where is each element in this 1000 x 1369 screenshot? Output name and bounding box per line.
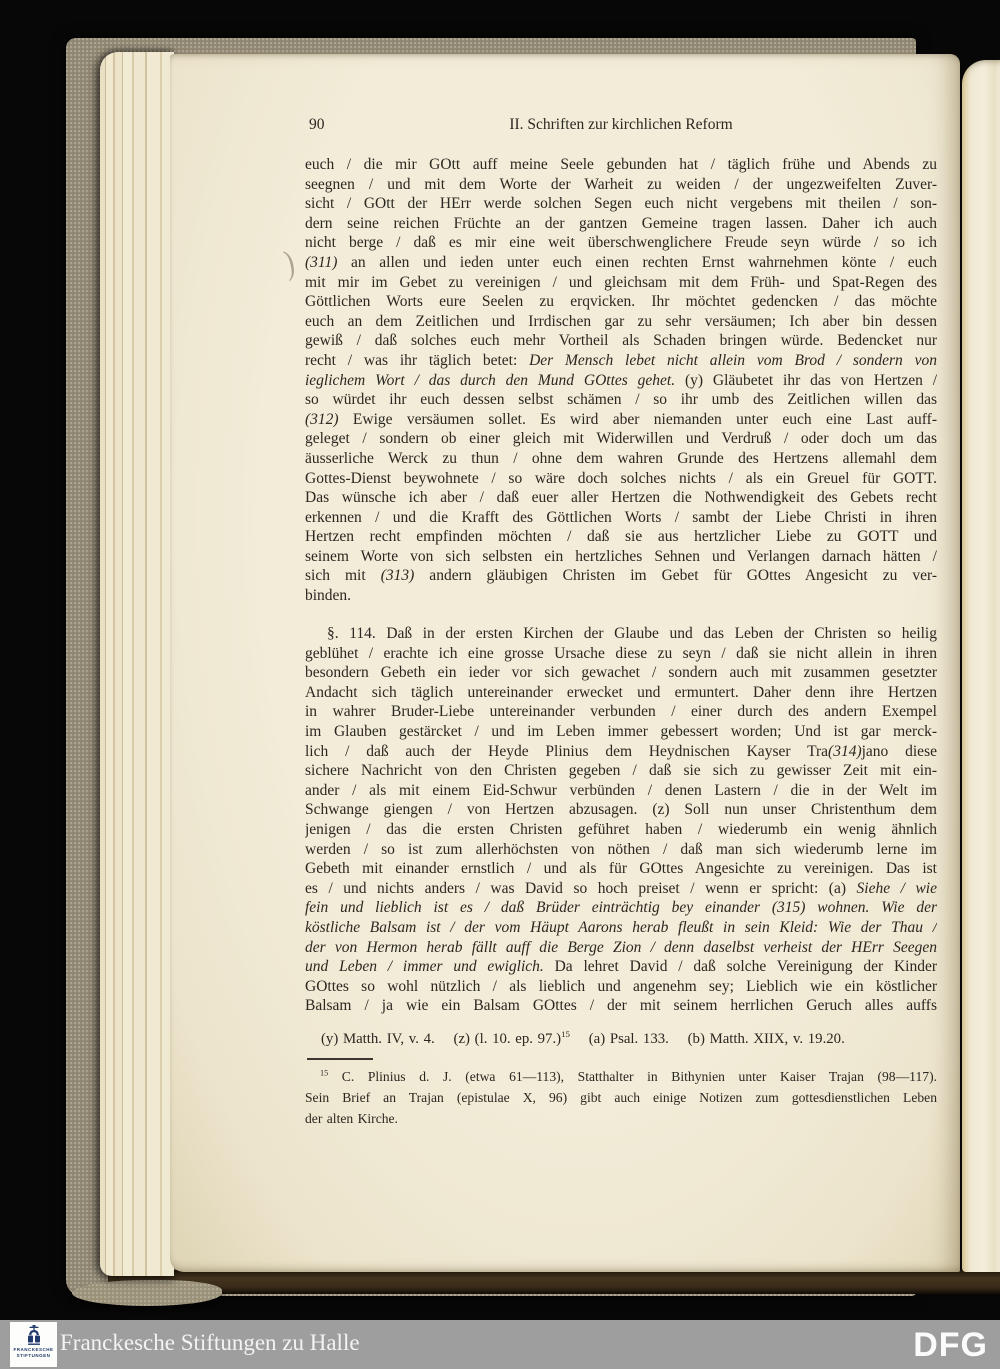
text-line: und Leben / immer und ewiglich. Da lehret David / daß solche Vereinigung der Kinder [305, 958, 937, 976]
logo-text-line2: STIFTUNGEN [16, 1352, 51, 1358]
text-line: geleget / sondern ob einer gleich mit Widerwillen und Verdruß / oder doch um das [305, 430, 937, 448]
text-line: (y) Matth. IV, v. 4. (z) (l. 10. ep. 97.)$^{15}$ (a) Psal. 133. (b) Matth. XIIX, v. 19.20. [321, 1030, 845, 1047]
text-line: geblühet / erachte ich eine grosse Ursache diese zu seyn / daß sie nicht allein in ihren [305, 644, 937, 662]
text-line: sich mit (313) andern gläubigen Christen im Gebet für GOttes Angesicht zu ver- [305, 567, 937, 585]
text-line: in wahrer Bruder-Liebe untereinander verbunden / einer durch des andern Exempel [305, 703, 937, 721]
text-line: euch / die mir GOtt auff meine Seele gebunden hat / täglich frühe und Abends zu [305, 156, 937, 173]
text-line: erkennen / und die Krafft des Göttlichen Worts / sambt der Liebe Christi in ihren [305, 508, 937, 526]
facing-page-edge [962, 60, 1000, 1272]
text-line: $^{15}$ C. Plinius d. J. (etwa 61—113), Statthalter in Bithynien unter Kaiser Trajan (98—117). [320, 1068, 937, 1084]
page-stack-fore-edge [100, 52, 174, 1276]
text-line: Hertzen recht empfinden möchten / daß sie aus hertzlicher Liebe zu GOTT und [305, 528, 937, 546]
text-line: jenigen / das die ersten Christen geführet haben / wiederumb ein wenig ähnlich [305, 820, 937, 838]
viewer-footer-bar [0, 1320, 1000, 1369]
text-line: äusserliche Werck zu thun / ohne dem wahren Grunde des Hertzens allemahl dem [305, 449, 937, 467]
text-line: der alten Kirche. [305, 1111, 398, 1126]
text-line: GOttes so wohl nützlich / als lieblich und angenehm sey; Lieblich wie ein köstlicher [305, 977, 937, 995]
text-line: dern seine reichen Früchte an der gantzen Gemeine tragen lassen. Daher ich auch [305, 214, 937, 232]
footnote-15 [305, 1066, 937, 1129]
text-line: binden. [305, 587, 352, 605]
text-line: ieglichem Wort / das durch den Mund GOttes gehet. (y) Gläubetet ihr das von Hertzen / [305, 371, 937, 389]
text-line: im Glauben gestärcket / und im Leben immer gebessert worden; Und ist gar merck- [305, 722, 937, 740]
text-line: seegnen / und mit dem Worte der Warheit zu weiden / der ungezweifelten Zuver- [305, 175, 937, 193]
running-head [305, 116, 937, 138]
book-page [170, 54, 960, 1272]
text-line: sicht / GOtt der HErr werde solchen Segen euch nicht vergebens mit theilen / son- [305, 195, 937, 213]
text-line: nicht berge / daß es mir eine weit überschwenglichere Freude seyn würde / so ich [305, 234, 937, 252]
institution-name: Franckesche Stiftungen zu Halle [60, 1330, 360, 1355]
franckesche-stiftungen-logo [10, 1322, 57, 1367]
text-line: euch an dem Zeitlichen und Irrdischen gar zu sehr versäumen; Ich aber bin dessen [305, 312, 937, 330]
text-line: Sein Brief an Trajan (epistulae X, 96) gibt auch einige Notizen zum gottesdienstlichen Leben [305, 1090, 937, 1105]
text-line: Gottes-Dienst beywohnete / so wäre doch solches nichts / als ein Greuel für GOTT. [305, 469, 937, 487]
footnote-separator-rule [307, 1058, 373, 1060]
text-line: Balsam / ja wie ein Balsam GOttes / der mit seinem herrlichen Geruch alles auffs [305, 997, 937, 1015]
text-line: recht / was ihr täglich betet: Der Mensch lebet nicht allein vom Brod / sondern von [305, 351, 937, 369]
text-line: (311) an allen und ieden unter euch einen rechten Ernst wahrnehmen könte / euch [305, 253, 937, 271]
text-line: Das wünsche ich aber / daß euer aller Hertzen die Nothwendigkeit des Gebets recht [305, 489, 937, 507]
text-line: gewiß / daß solches euch mehr Vortheil als Schaden bringen würde. Bedencket nur [305, 332, 937, 350]
book-bottom-edge-shadow [108, 1270, 1000, 1294]
page-text-block [305, 54, 937, 1272]
text-line: ander / als mit einem Eid-Schwur verbünden / denen Lastern / die in der Welt im [305, 781, 937, 799]
running-title: II. Schriften zur kirchlichen Reform [509, 116, 733, 133]
text-line: Schwange giengen / von Hertzen abzusagen. (z) Soll nun unser Christenthum dem [305, 801, 937, 819]
pencil-margin-mark: ) [281, 244, 298, 283]
text-line: seinem Worte von sich selbsten ein hertzliches Sehnen und Verlangen darnach hätten / [305, 547, 937, 565]
logo-text-line1: FRANCKESCHE [13, 1347, 54, 1352]
paragraph-2 [305, 624, 937, 1016]
text-line: Andacht sich täglich untereinander erwecket und ermuntert. Daher denn ihre Hertzen [305, 683, 937, 701]
text-line: lich / daß auch der Heyde Plinius dem Heydnischen Kayser Tra(314)jano diese [305, 742, 937, 760]
text-line: (312) Ewige versäumen sollet. Es wird aber niemanden unter euch eine Last auff- [305, 410, 937, 428]
text-line: so würdet ihr euch dessen selbst schämen / so ihr umb des Zeitlichen willen das [305, 391, 937, 409]
text-line: köstliche Balsam ist / der vom Häupt Aarons herab fleußt in sein Kleid: Wie der Thau / [305, 918, 937, 936]
text-line: der von Hermon herab fällt auff die Berge Zion / denn daselbst verheist der HErr Seegen [305, 938, 937, 956]
text-line: Göttlichen Worts eure Seelen zu erqvicken. Ihr möchtet gedencken / das möchte [305, 293, 937, 311]
page-number: 90 [309, 116, 325, 133]
text-line: sichere Nachricht von den Christen gegeben / daß sie sich zu gewisser Zeit mit ein- [305, 762, 937, 780]
text-line: es / und nichts anders / was David so hoch preiset / wenn er spricht: (a) Siehe / wie [305, 879, 937, 897]
text-line: besondern Gebeth ein ieder vor sich gewachet / sondern auch mit zusammen gesetzter [305, 664, 937, 682]
book-cover-bottom-lip [72, 1280, 222, 1306]
text-line: mit mir im Gebet zu vereinigen / und gleichsam mit dem Früh- und Spat-Regen des [305, 273, 937, 291]
paragraph-1 [305, 155, 937, 606]
text-line: Gebeth mit einander ernstlich / und als für GOttes Angesichte zu vereinigen. Das ist [305, 860, 937, 878]
text-line: §. 114. Daß in der ersten Kirchen der Glaube und das Leben der Christen so heilig [327, 625, 937, 642]
eagle-emblem-icon [24, 1325, 44, 1347]
text-line: werden / so ist zum allerhöchsten von nöthen / daß man sich wiederumb lerne im [305, 840, 937, 858]
scripture-references [305, 1030, 937, 1052]
text-line: fein und lieblich ist es / daß Brüder einträchtig bey einander (315) wohnen. Wie der [305, 899, 937, 917]
dfg-logo: DFG [913, 1326, 988, 1364]
